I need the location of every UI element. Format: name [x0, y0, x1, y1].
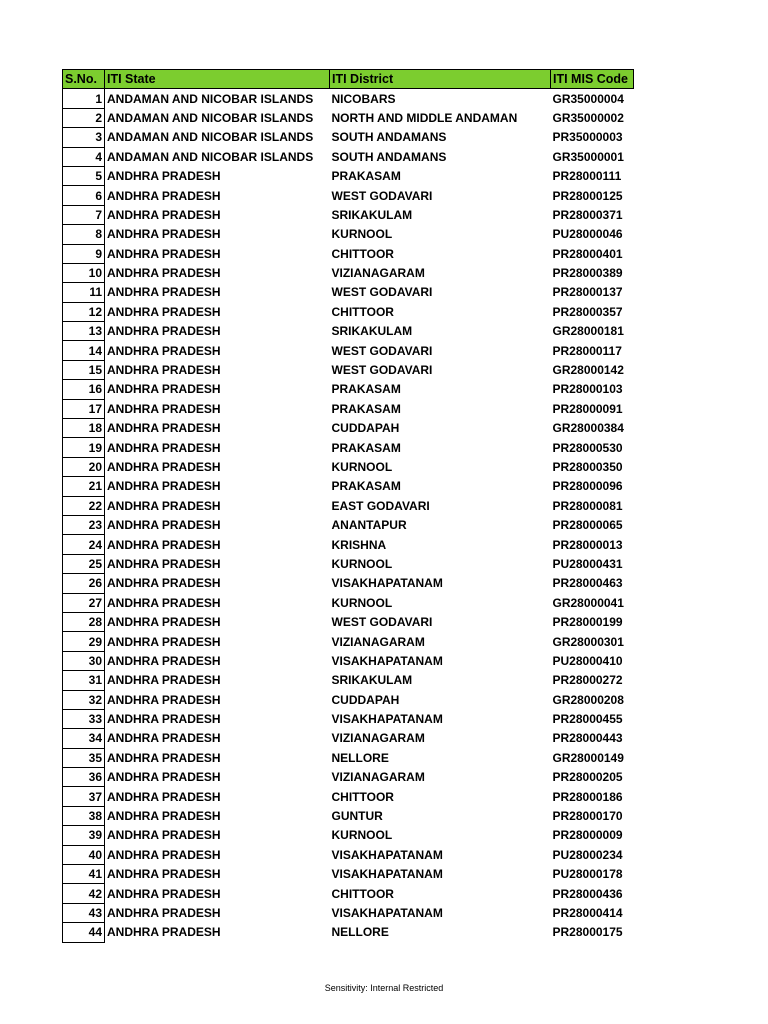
- cell-sno: 42: [63, 884, 105, 903]
- cell-district: GUNTUR: [331, 809, 383, 824]
- cell-state: ANDHRA PRADESH: [107, 266, 221, 281]
- cell-mis-code: PR35000003: [552, 130, 623, 145]
- cell-mis-code: PR28000117: [552, 343, 622, 358]
- cell-mis-code: GR28000142: [552, 363, 624, 378]
- cell-sno: 8: [63, 225, 105, 244]
- cell-district: WEST GODAVARI: [331, 188, 433, 203]
- cell-state: ANDAMAN AND NICOBAR ISLANDS: [107, 130, 314, 145]
- cell-mis-code: PR28000272: [552, 673, 623, 688]
- cell-sno: 14: [63, 341, 105, 360]
- table-row: [63, 671, 634, 690]
- cell-state: ANDHRA PRADESH: [107, 750, 221, 765]
- table-row: [63, 632, 634, 651]
- cell-sno: 16: [63, 380, 105, 399]
- cell-district: PRAKASAM: [331, 440, 401, 455]
- cell-sno: 21: [63, 477, 105, 496]
- cell-district: SRIKAKULAM: [331, 207, 413, 222]
- cell-state: ANDHRA PRADESH: [107, 673, 221, 688]
- cell-sno: 26: [63, 574, 105, 593]
- table-row: [63, 283, 634, 302]
- cell-mis-code: PR28000111: [552, 169, 622, 184]
- cell-district: PRAKASAM: [331, 401, 401, 416]
- cell-mis-code: PR28000455: [552, 712, 623, 727]
- cell-district: NELLORE: [331, 925, 389, 940]
- table-row: [63, 341, 634, 360]
- cell-sno: 43: [63, 903, 105, 922]
- cell-district: ANANTAPUR: [331, 518, 407, 533]
- table-row: [63, 903, 634, 922]
- header-row: [63, 70, 634, 89]
- table-row: [63, 399, 634, 418]
- cell-mis-code: PR28000065: [552, 518, 623, 533]
- header-sno: S.No.: [63, 70, 105, 89]
- cell-mis-code: PU28000431: [552, 556, 623, 571]
- table-row: [63, 302, 634, 321]
- table-body: [63, 89, 634, 942]
- table-row: [63, 709, 634, 728]
- cell-mis-code: PR28000137: [552, 285, 623, 300]
- cell-sno: 5: [63, 166, 105, 185]
- cell-state: ANDHRA PRADESH: [107, 518, 221, 533]
- cell-mis-code: PR28000125: [552, 188, 623, 203]
- cell-state: ANDHRA PRADESH: [107, 692, 221, 707]
- cell-mis-code: PR28000443: [552, 731, 623, 746]
- table-row: [63, 515, 634, 534]
- cell-sno: 37: [63, 787, 105, 806]
- cell-mis-code: PR28000205: [552, 770, 623, 785]
- table-row: [63, 729, 634, 748]
- cell-district: KURNOOL: [331, 595, 393, 610]
- cell-sno: 10: [63, 263, 105, 282]
- cell-sno: 2: [63, 108, 105, 127]
- cell-mis-code: GR28000181: [552, 324, 624, 339]
- table-row: [63, 923, 634, 942]
- cell-mis-code: PR28000175: [552, 925, 623, 940]
- cell-district: SRIKAKULAM: [331, 673, 413, 688]
- cell-sno: 39: [63, 826, 105, 845]
- cell-district: VISAKHAPATANAM: [331, 905, 443, 920]
- cell-sno: 3: [63, 128, 105, 147]
- cell-state: ANDHRA PRADESH: [107, 809, 221, 824]
- cell-state: ANDHRA PRADESH: [107, 537, 221, 552]
- cell-sno: 30: [63, 651, 105, 670]
- cell-sno: 31: [63, 671, 105, 690]
- cell-district: NORTH AND MIDDLE ANDAMAN: [331, 110, 518, 125]
- cell-mis-code: PR28000091: [552, 401, 623, 416]
- cell-district: SOUTH ANDAMANS: [331, 130, 447, 145]
- cell-state: ANDHRA PRADESH: [107, 905, 221, 920]
- table-row: [63, 186, 634, 205]
- table-row: [63, 768, 634, 787]
- cell-mis-code: GR35000002: [552, 110, 624, 125]
- cell-sno: 13: [63, 322, 105, 341]
- cell-sno: 6: [63, 186, 105, 205]
- cell-mis-code: PR28000389: [552, 266, 623, 281]
- cell-state: ANDHRA PRADESH: [107, 556, 221, 571]
- cell-state: ANDHRA PRADESH: [107, 847, 221, 862]
- cell-sno: 23: [63, 515, 105, 534]
- cell-mis-code: GR28000149: [552, 750, 624, 765]
- cell-district: CHITTOOR: [331, 246, 394, 261]
- cell-mis-code: PR28000463: [552, 576, 623, 591]
- table-row: [63, 612, 634, 631]
- table-row: [63, 884, 634, 903]
- cell-mis-code: PR28000013: [552, 537, 623, 552]
- cell-district: VISAKHAPATANAM: [331, 712, 443, 727]
- cell-district: KURNOOL: [331, 460, 393, 474]
- table-row: [63, 438, 634, 457]
- cell-state: ANDHRA PRADESH: [107, 227, 221, 242]
- cell-district: KRISHNA: [331, 537, 387, 552]
- cell-state: ANDHRA PRADESH: [107, 828, 221, 843]
- table-row: [63, 690, 634, 709]
- table-row: [63, 89, 634, 108]
- cell-state: ANDHRA PRADESH: [107, 363, 221, 378]
- table-row: [63, 477, 634, 496]
- cell-state: ANDHRA PRADESH: [107, 789, 221, 804]
- cell-mis-code: PU28000178: [552, 867, 623, 882]
- cell-mis-code: PR28000186: [552, 789, 623, 804]
- cell-sno: 19: [63, 438, 105, 457]
- cell-state: ANDHRA PRADESH: [107, 324, 221, 339]
- cell-district: VISAKHAPATANAM: [331, 847, 443, 862]
- cell-sno: 38: [63, 806, 105, 825]
- table-row: [63, 360, 634, 379]
- cell-sno: 12: [63, 302, 105, 321]
- cell-sno: 34: [63, 729, 105, 748]
- table-row: [63, 225, 634, 244]
- cell-district: VISAKHAPATANAM: [331, 867, 443, 882]
- cell-mis-code: PR28000371: [552, 207, 623, 222]
- cell-mis-code: PR28000009: [552, 828, 623, 843]
- cell-state: ANDHRA PRADESH: [107, 731, 221, 746]
- cell-district: CHITTOOR: [331, 886, 394, 901]
- cell-state: ANDHRA PRADESH: [107, 770, 221, 785]
- cell-state: ANDAMAN AND NICOBAR ISLANDS: [107, 149, 314, 164]
- cell-sno: 1: [63, 89, 105, 108]
- cell-sno: 24: [63, 535, 105, 554]
- cell-sno: 40: [63, 845, 105, 864]
- cell-state: ANDHRA PRADESH: [107, 498, 221, 513]
- table-row: [63, 865, 634, 884]
- header-district: ITI District: [330, 70, 551, 89]
- header-mis-code: ITI MIS Code: [551, 70, 634, 89]
- cell-sno: 32: [63, 690, 105, 709]
- table-row: [63, 108, 634, 127]
- cell-district: CHITTOOR: [331, 789, 394, 804]
- cell-district: PRAKASAM: [331, 479, 401, 494]
- cell-state: ANDHRA PRADESH: [107, 460, 221, 474]
- cell-district: PRAKASAM: [331, 169, 401, 184]
- cell-district: WEST GODAVARI: [331, 363, 433, 378]
- cell-sno: 27: [63, 593, 105, 612]
- cell-sno: 7: [63, 205, 105, 224]
- cell-district: VIZIANAGARAM: [331, 634, 425, 649]
- cell-mis-code: PR28000414: [552, 905, 623, 920]
- cell-mis-code: PR28000357: [552, 304, 623, 319]
- cell-state: ANDAMAN AND NICOBAR ISLANDS: [107, 110, 314, 125]
- table-row: [63, 535, 634, 554]
- cell-sno: 22: [63, 496, 105, 515]
- table-row: [63, 380, 634, 399]
- table-row: [63, 263, 634, 282]
- cell-state: ANDHRA PRADESH: [107, 867, 221, 882]
- cell-sno: 18: [63, 419, 105, 438]
- cell-mis-code: PU28000410: [552, 653, 623, 668]
- table-row: [63, 166, 634, 185]
- cell-mis-code: GR28000208: [552, 692, 624, 707]
- table-row: [63, 574, 634, 593]
- cell-state: ANDHRA PRADESH: [107, 925, 221, 940]
- table-row: [63, 651, 634, 670]
- cell-district: VIZIANAGARAM: [331, 770, 425, 785]
- cell-district: SOUTH ANDAMANS: [331, 149, 447, 164]
- cell-mis-code: GR35000004: [552, 91, 624, 106]
- cell-sno: 36: [63, 768, 105, 787]
- cell-state: ANDHRA PRADESH: [107, 615, 221, 630]
- cell-state: ANDAMAN AND NICOBAR ISLANDS: [107, 91, 314, 106]
- cell-state: ANDHRA PRADESH: [107, 653, 221, 668]
- cell-mis-code: PR28000103: [552, 382, 623, 397]
- cell-sno: 17: [63, 399, 105, 418]
- cell-district: KURNOOL: [331, 828, 393, 843]
- cell-district: CUDDAPAH: [331, 421, 400, 436]
- table-row: [63, 205, 634, 224]
- cell-mis-code: PR28000401: [552, 246, 623, 261]
- cell-state: ANDHRA PRADESH: [107, 246, 221, 261]
- cell-mis-code: PR28000081: [552, 498, 623, 513]
- cell-district: SRIKAKULAM: [331, 324, 413, 339]
- iti-table: [62, 69, 634, 943]
- table-row: [63, 554, 634, 573]
- table-row: [63, 845, 634, 864]
- cell-sno: 9: [63, 244, 105, 263]
- cell-mis-code: PR28000530: [552, 440, 623, 455]
- cell-mis-code: PR28000199: [552, 615, 623, 630]
- table-row: [63, 457, 634, 476]
- cell-district: EAST GODAVARI: [331, 498, 430, 513]
- cell-district: NELLORE: [331, 750, 389, 765]
- table-row: [63, 244, 634, 263]
- cell-mis-code: PR28000350: [552, 460, 623, 474]
- cell-mis-code: PU28000046: [552, 227, 623, 242]
- table-row: [63, 806, 634, 825]
- cell-state: ANDHRA PRADESH: [107, 285, 221, 300]
- cell-state: ANDHRA PRADESH: [107, 712, 221, 727]
- cell-state: ANDHRA PRADESH: [107, 401, 221, 416]
- cell-state: ANDHRA PRADESH: [107, 595, 221, 610]
- table-row: [63, 826, 634, 845]
- cell-state: ANDHRA PRADESH: [107, 382, 221, 397]
- cell-state: ANDHRA PRADESH: [107, 479, 221, 494]
- table-row: [63, 419, 634, 438]
- cell-sno: 29: [63, 632, 105, 651]
- cell-state: ANDHRA PRADESH: [107, 343, 221, 358]
- cell-district: CUDDAPAH: [331, 692, 400, 707]
- cell-mis-code: PR28000170: [552, 809, 623, 824]
- cell-mis-code: GR35000001: [552, 149, 624, 164]
- cell-sno: 33: [63, 709, 105, 728]
- cell-state: ANDHRA PRADESH: [107, 169, 221, 184]
- table-row: [63, 748, 634, 767]
- cell-sno: 28: [63, 612, 105, 631]
- cell-district: VIZIANAGARAM: [331, 266, 425, 281]
- cell-mis-code: GR28000041: [552, 595, 624, 610]
- cell-sno: 35: [63, 748, 105, 767]
- cell-state: ANDHRA PRADESH: [107, 421, 221, 436]
- cell-mis-code: PR28000096: [552, 479, 623, 494]
- cell-state: ANDHRA PRADESH: [107, 886, 221, 901]
- sensitivity-label: Sensitivity: Internal Restricted: [324, 983, 444, 993]
- cell-sno: 4: [63, 147, 105, 166]
- table-row: [63, 593, 634, 612]
- cell-district: KURNOOL: [331, 556, 393, 571]
- table-row: [63, 128, 634, 147]
- cell-mis-code: GR28000384: [552, 421, 624, 436]
- cell-district: VIZIANAGARAM: [331, 731, 425, 746]
- cell-district: WEST GODAVARI: [331, 343, 433, 358]
- cell-sno: 44: [63, 923, 105, 942]
- table-row: [63, 147, 634, 166]
- table-row: [63, 322, 634, 341]
- cell-state: ANDHRA PRADESH: [107, 207, 221, 222]
- cell-district: WEST GODAVARI: [331, 615, 433, 630]
- cell-district: VISAKHAPATANAM: [331, 576, 443, 591]
- cell-district: VISAKHAPATANAM: [331, 653, 443, 668]
- cell-sno: 25: [63, 554, 105, 573]
- cell-sno: 20: [63, 457, 105, 476]
- cell-district: WEST GODAVARI: [331, 285, 433, 300]
- cell-district: CHITTOOR: [331, 304, 394, 319]
- cell-mis-code: PU28000234: [552, 847, 623, 862]
- cell-sno: 41: [63, 865, 105, 884]
- cell-state: ANDHRA PRADESH: [107, 576, 221, 591]
- cell-state: ANDHRA PRADESH: [107, 188, 221, 203]
- cell-sno: 11: [63, 283, 105, 302]
- header-state: ITI State: [105, 70, 330, 89]
- cell-district: PRAKASAM: [331, 382, 401, 397]
- cell-district: NICOBARS: [331, 91, 396, 106]
- cell-state: ANDHRA PRADESH: [107, 634, 221, 649]
- table-header: [63, 70, 634, 89]
- table-row: [63, 787, 634, 806]
- cell-district: KURNOOL: [331, 227, 393, 242]
- cell-sno: 15: [63, 360, 105, 379]
- cell-state: ANDHRA PRADESH: [107, 304, 221, 319]
- cell-mis-code: GR28000301: [552, 634, 624, 649]
- cell-mis-code: PR28000436: [552, 886, 623, 901]
- cell-state: ANDHRA PRADESH: [107, 440, 221, 455]
- table-row: [63, 496, 634, 515]
